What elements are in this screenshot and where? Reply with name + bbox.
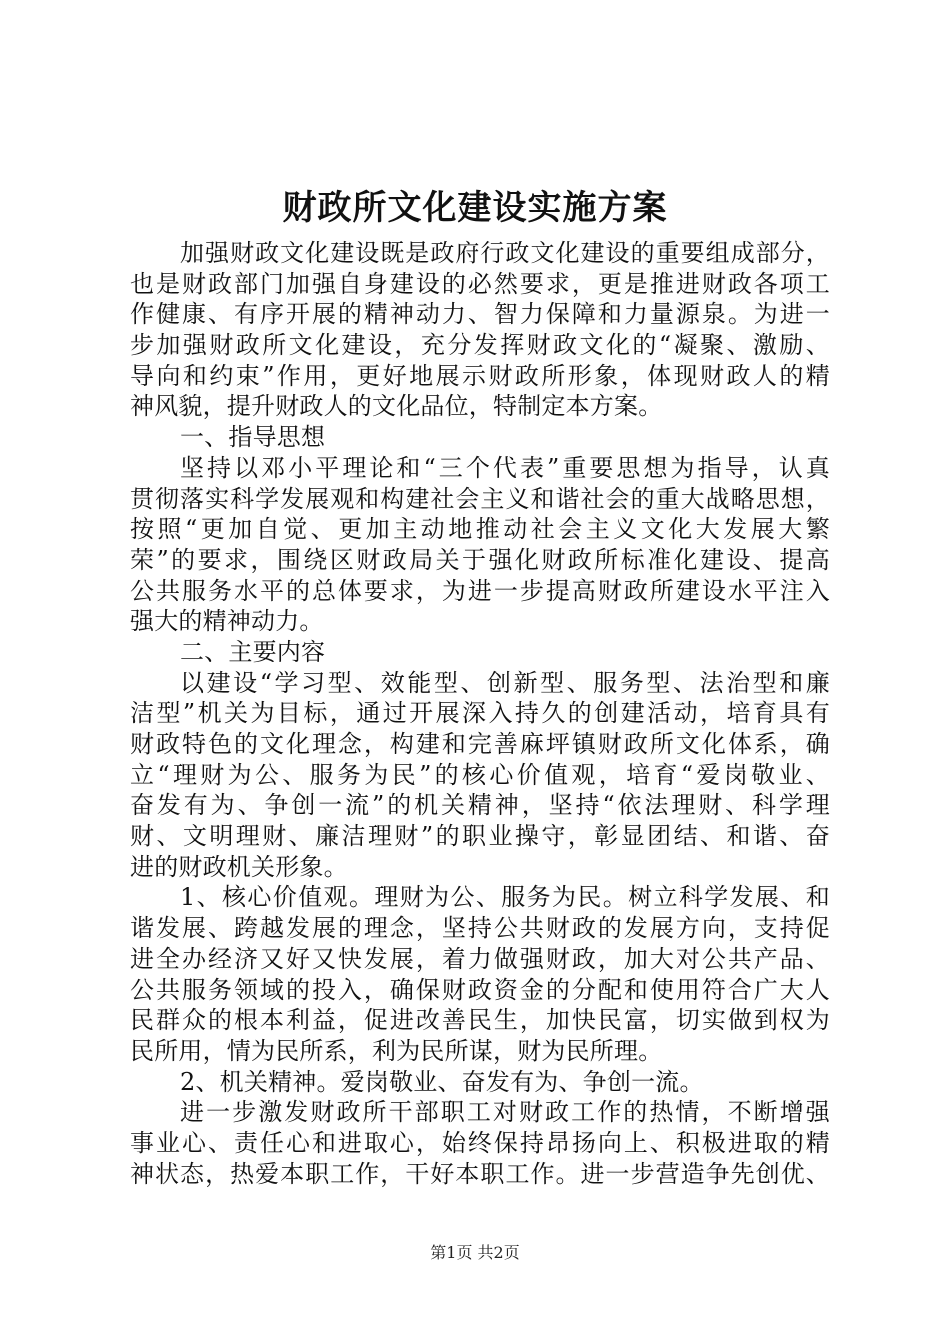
text-line: 财、文明理财、廉洁理财”的职业操守，彰显团结、和谐、奋 xyxy=(130,822,830,851)
text-line: 一、指导思想 xyxy=(180,423,326,452)
text-line: 2、机关精神。爱岗敬业、奋发有为、争创一流。 xyxy=(180,1067,704,1096)
text-line: 民群众的根本利益，促进改善民生，加快民富，切实做到权为 xyxy=(130,1006,830,1035)
text-line: 强大的精神动力。 xyxy=(130,607,324,636)
text-line: 事业心、责任心和进取心，始终保持昂扬向上、积极进取的精 xyxy=(130,1128,830,1157)
text-line: 进一步激发财政所干部职工对财政工作的热情，不断增强 xyxy=(180,1098,830,1127)
text-line: 贯彻落实科学发展观和构建社会主义和谐社会的重大战略思想， xyxy=(130,484,830,513)
text-line: 洁型”机关为目标，通过开展深入持久的创建活动，培育具有 xyxy=(130,699,830,728)
text-line: 进的财政机关形象。 xyxy=(130,852,348,881)
text-line: 也是财政部门加强自身建设的必然要求，更是推进财政各项工 xyxy=(130,269,830,298)
text-line: 作健康、有序开展的精神动力、智力保障和力量源泉。为进一 xyxy=(130,300,830,329)
text-line: 1、核心价值观。理财为公、服务为民。树立科学发展、和 xyxy=(180,883,830,912)
text-line: 神状态，热爱本职工作，干好本职工作。进一步营造争先创优、 xyxy=(130,1159,830,1188)
text-line: 步加强财政所文化建设，充分发挥财政文化的“凝聚、激励、 xyxy=(130,331,830,360)
text-line: 进全办经济又好又快发展，着力做强财政，加大对公共产品、 xyxy=(130,944,830,973)
text-line: 财政特色的文化理念，构建和完善麻坪镇财政所文化体系，确 xyxy=(130,730,830,758)
text-line: 坚持以邓小平理论和“三个代表”重要思想为指导，认真 xyxy=(180,453,830,482)
text-line: 二、主要内容 xyxy=(180,637,326,666)
text-line: 以建设“学习型、效能型、创新型、服务型、法治型和廉 xyxy=(180,668,830,697)
text-line: 加强财政文化建设既是政府行政文化建设的重要组成部分， xyxy=(180,239,830,267)
text-line: 谐发展、跨越发展的理念，坚持公共财政的发展方向，支持促 xyxy=(130,914,830,943)
text-line: 按照“更加自觉、更加主动地推动社会主义文化大发展大繁 xyxy=(130,515,830,544)
text-line: 导向和约束”作用，更好地展示财政所形象，体现财政人的精 xyxy=(130,361,830,390)
text-line: 神风貌，提升财政人的文化品位，特制定本方案。 xyxy=(130,392,663,421)
text-line: 奋发有为、争创一流”的机关精神，坚持“依法理财、科学理 xyxy=(130,791,830,820)
text-line: 公共服务水平的总体要求，为进一步提高财政所建设水平注入 xyxy=(130,576,830,605)
document-body xyxy=(130,238,830,1189)
document-title: 财政所文化建设实施方案 xyxy=(282,188,668,228)
text-line: 民所用，情为民所系，利为民所谋，财为民所理。 xyxy=(130,1036,663,1065)
text-line: 立“理财为公、服务为民”的核心价值观，培育“爱岗敬业、 xyxy=(130,760,830,789)
page-footer: 第1页 共2页 xyxy=(430,1243,520,1262)
text-line: 公共服务领域的投入，确保财政资金的分配和使用符合广大人 xyxy=(130,975,830,1004)
text-line: 荣”的要求，围绕区财政局关于强化财政所标准化建设、提高 xyxy=(130,545,830,574)
